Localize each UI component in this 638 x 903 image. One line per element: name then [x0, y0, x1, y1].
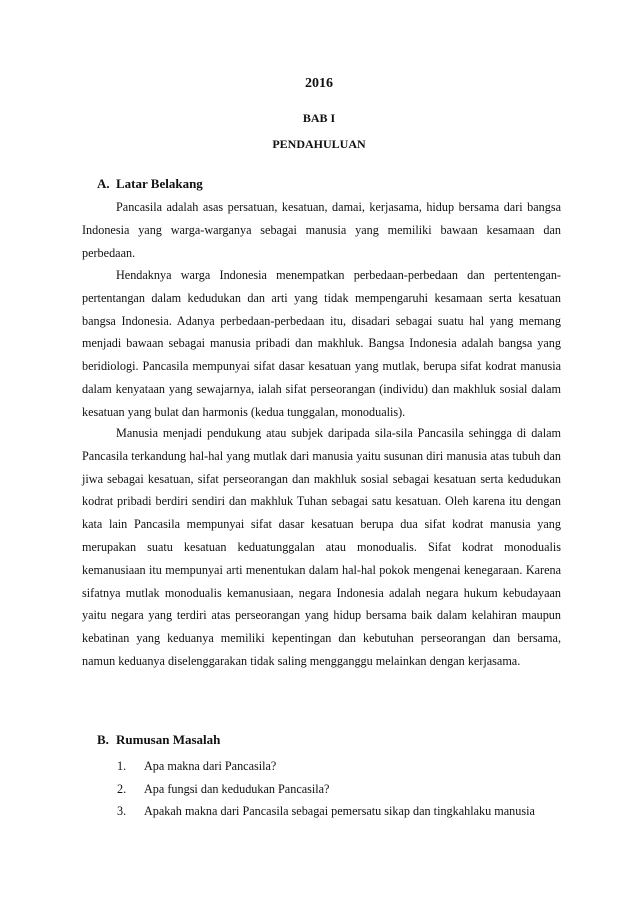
list-item-text: Apakah makna dari Pancasila sebagai pemersatu sikap dan tingkahlaku manusia: [144, 804, 535, 819]
section-b-title: Rumusan Masalah: [116, 732, 221, 747]
section-b-heading: [97, 732, 220, 748]
paragraph-1: Pancasila adalah asas persatuan, kesatuan, damai, kerjasama, hidup bersama dari bangsa Indonesia yang warga-warganya sebagai manusia yang memiliki bawaan kesamaan dan perbedaan.: [82, 200, 561, 260]
section-b-letter: B.: [97, 732, 109, 747]
list-item: [117, 800, 535, 823]
paragraph-3: Manusia menjadi pendukung atau subjek daripada sila-sila Pancasila sehingga di dalam Pancasila terkandung hal-hal yang mutlak dari manusia yaitu susunan diri manusia atas tubuh dan jiwa sebagai kesatuan, sifat perseorangan dan makhluk sosial sebagai kesatuan serta kedudukan kodrat pribadi berdiri sendiri dan makhluk Tuhan sebagai satu kesatuan. Oleh karena itu dengan kata lain Pancasila mempunyai sifat dasar kesatuan berupa dua sifat kodrat manusia yang merupakan suatu kesatuan keduatunggalan atau monodualis. Sifat kodrat monodualis kemanusiaan itu mempunyai arti menentukan dalam hal-hal pokok mengenai kenegaraan. Karena sifatnya mutlak monodualis kemanusiaan, negara Indonesia adalah negara hukum kebudayaan yaitu negara yang terdiri atas perseorangan yang hidup bersama baik dalam kelahiran maupun kebatinan yang keduanya memiliki kepentingan dan kebutuhan perseorangan dan bersama, namun keduanya diselenggarakan tidak saling mengganggu melainkan dengan kerjasama.: [82, 426, 561, 668]
problem-list: [117, 755, 535, 823]
paragraph-2: Hendaknya warga Indonesia menempatkan perbedaan-perbedaan dan pertentengan-pertentangan dalam kedudukan dan arti yang tidak mempengaruhi kesamaan serta kesatuan bangsa Indonesia. Adanya perbedaan-perbedaan itu, disadari sebagai suatu hal yang memang menjadi bawaan sebagai manusia pribadi dan makhluk. Bangsa Indonesia adalah bangsa yang beridiologi. Pancasila mempunyai sifat dasar kesatuan yang mutlak, berupa sifat kodrat manusia dalam kenyataan yang sewajarnya, ialah sifat perseorangan (individu) dan makhluk sosial dalam kesatuan yang bulat dan harmonis (kedua tunggalan, monodualis).: [82, 268, 561, 419]
list-item: [117, 755, 535, 778]
list-item-number: 3.: [117, 804, 127, 819]
list-item-text: Apa makna dari Pancasila?: [144, 759, 277, 773]
section-a-title: Latar Belakang: [116, 176, 203, 191]
list-item-number: 1.: [117, 759, 127, 773]
list-item-text: Apa fungsi dan kedudukan Pancasila?: [144, 781, 330, 796]
section-a-letter: A.: [97, 176, 110, 191]
chapter-title: PENDAHULUAN: [272, 137, 366, 151]
list-item: [117, 778, 535, 801]
document-year: 2016: [305, 76, 333, 91]
chapter-number: BAB I: [302, 111, 336, 125]
list-item-number: 2.: [117, 781, 127, 796]
section-a-heading: [97, 176, 203, 192]
